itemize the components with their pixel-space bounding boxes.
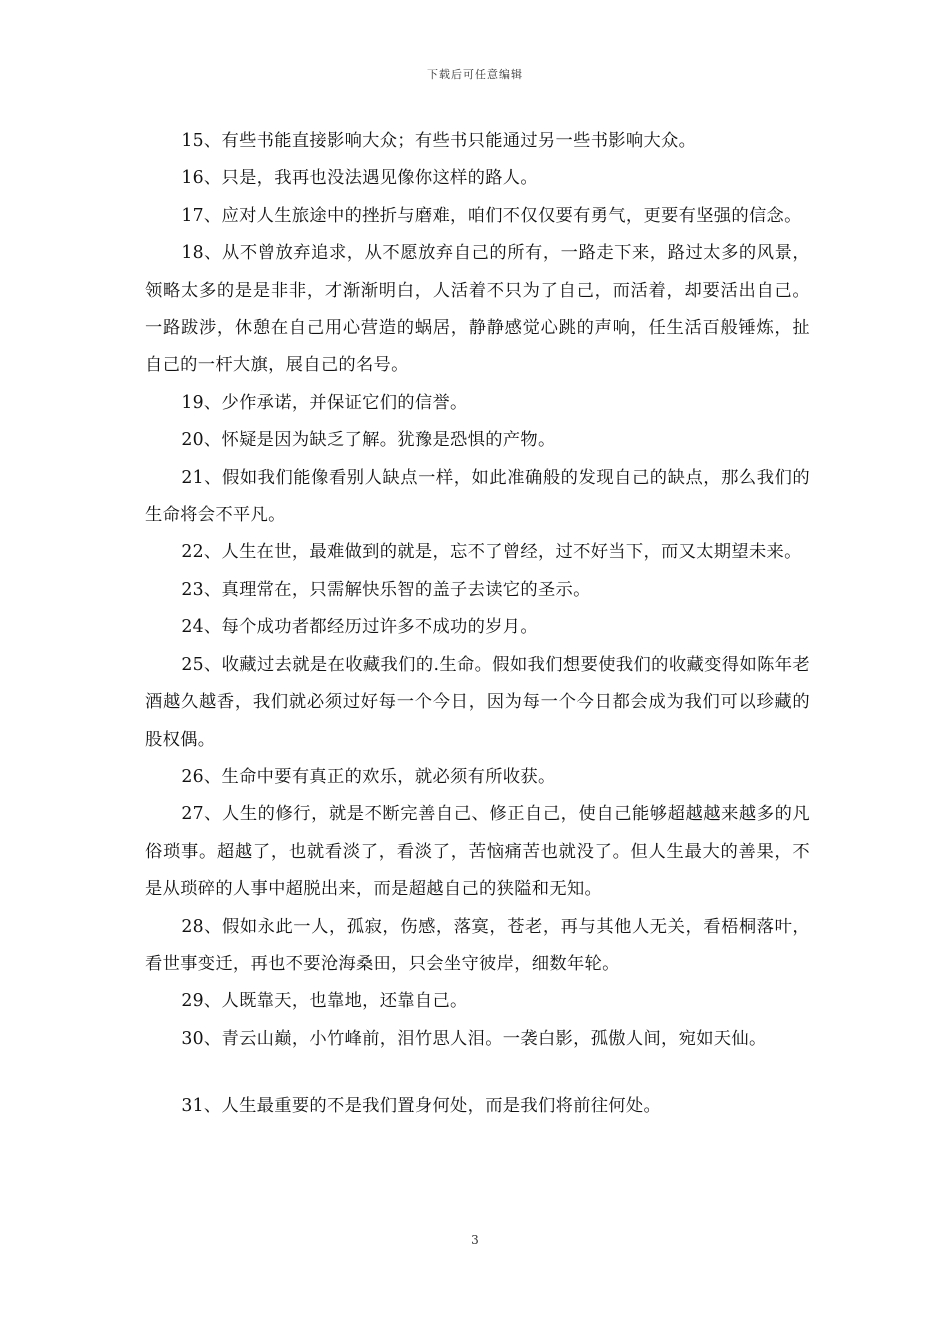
paragraph-26: 26、生命中要有真正的欢乐，就必须有所收获。 [181, 766, 556, 787]
paragraph-21: 21、假如我们能像看别人缺点一样，如此准确般的发现自己的缺点，那么我们的生命将会不平凡。 [145, 467, 810, 526]
paragraph-20: 20、怀疑是因为缺乏了解。犹豫是恐惧的产物。 [181, 430, 556, 451]
paragraph-25: 25、收藏过去就是在收藏我们的.生命。假如我们想要使我们的收藏变得如陈年老酒越久越香，我们就必须过好每一个今日，因为每一个今日都会成为我们可以珍藏的股权偶。 [145, 654, 810, 750]
paragraph-16: 16、只是，我再也没法遇见像你这样的路人。 [181, 168, 538, 189]
page-number: 3 [471, 1233, 479, 1247]
paragraph-19: 19、少作承诺，并保证它们的信誉。 [181, 392, 468, 413]
document-body [145, 123, 810, 1126]
page-header: 下载后可任意编辑 [427, 68, 523, 81]
paragraph-31: 31、人生最重要的不是我们置身何处，而是我们将前往何处。 [181, 1096, 662, 1117]
paragraph-30: 30、青云山巅，小竹峰前，泪竹思人泪。一袭白影，孤傲人间，宛如天仙。 [181, 1028, 767, 1049]
paragraph-18: 18、从不曾放弃追求，从不愿放弃自己的所有，一路走下来，路过太多的风景，领略太多的是是非非，才渐渐明白，人活着不只为了自己，而活着，却要活出自己。一路跋涉，休憩在自己用心营造的蜗居，静静感觉心跳的声响，任生活百般锤炼，扯自己的一杆大旗，展自己的名号。 [145, 243, 810, 376]
paragraph-29: 29、人既靠天，也靠地，还靠自己。 [181, 991, 468, 1012]
paragraph-27: 27、人生的修行，就是不断完善自己、修正自己，使自己能够超越越来越多的凡俗琐事。超越了，也就看淡了，看淡了，苦恼痛苦也就没了。但人生最大的善果，不是从琐碎的人事中超脱出来，而是超越自己的狭隘和无知。 [145, 804, 810, 900]
paragraph-17: 17、应对人生旅途中的挫折与磨难，咱们不仅仅要有勇气，更要有坚强的信念。 [181, 205, 802, 226]
paragraph-22: 22、人生在世，最难做到的就是，忘不了曾经，过不好当下，而又太期望未来。 [181, 542, 802, 563]
paragraph-23: 23、真理常在，只需解快乐智的盖子去读它的圣示。 [181, 579, 591, 600]
paragraph-15: 15、有些书能直接影响大众；有些书只能通过另一些书影响大众。 [181, 131, 697, 151]
paragraph-28: 28、假如永此一人，孤寂，伤感，落寞，苍老，再与其他人无关，看梧桐落叶，看世事变迁，再也不要沧海桑田，只会坐守彼岸，细数年轮。 [145, 916, 810, 974]
paragraph-24: 24、每个成功者都经历过许多不成功的岁月。 [181, 617, 538, 638]
